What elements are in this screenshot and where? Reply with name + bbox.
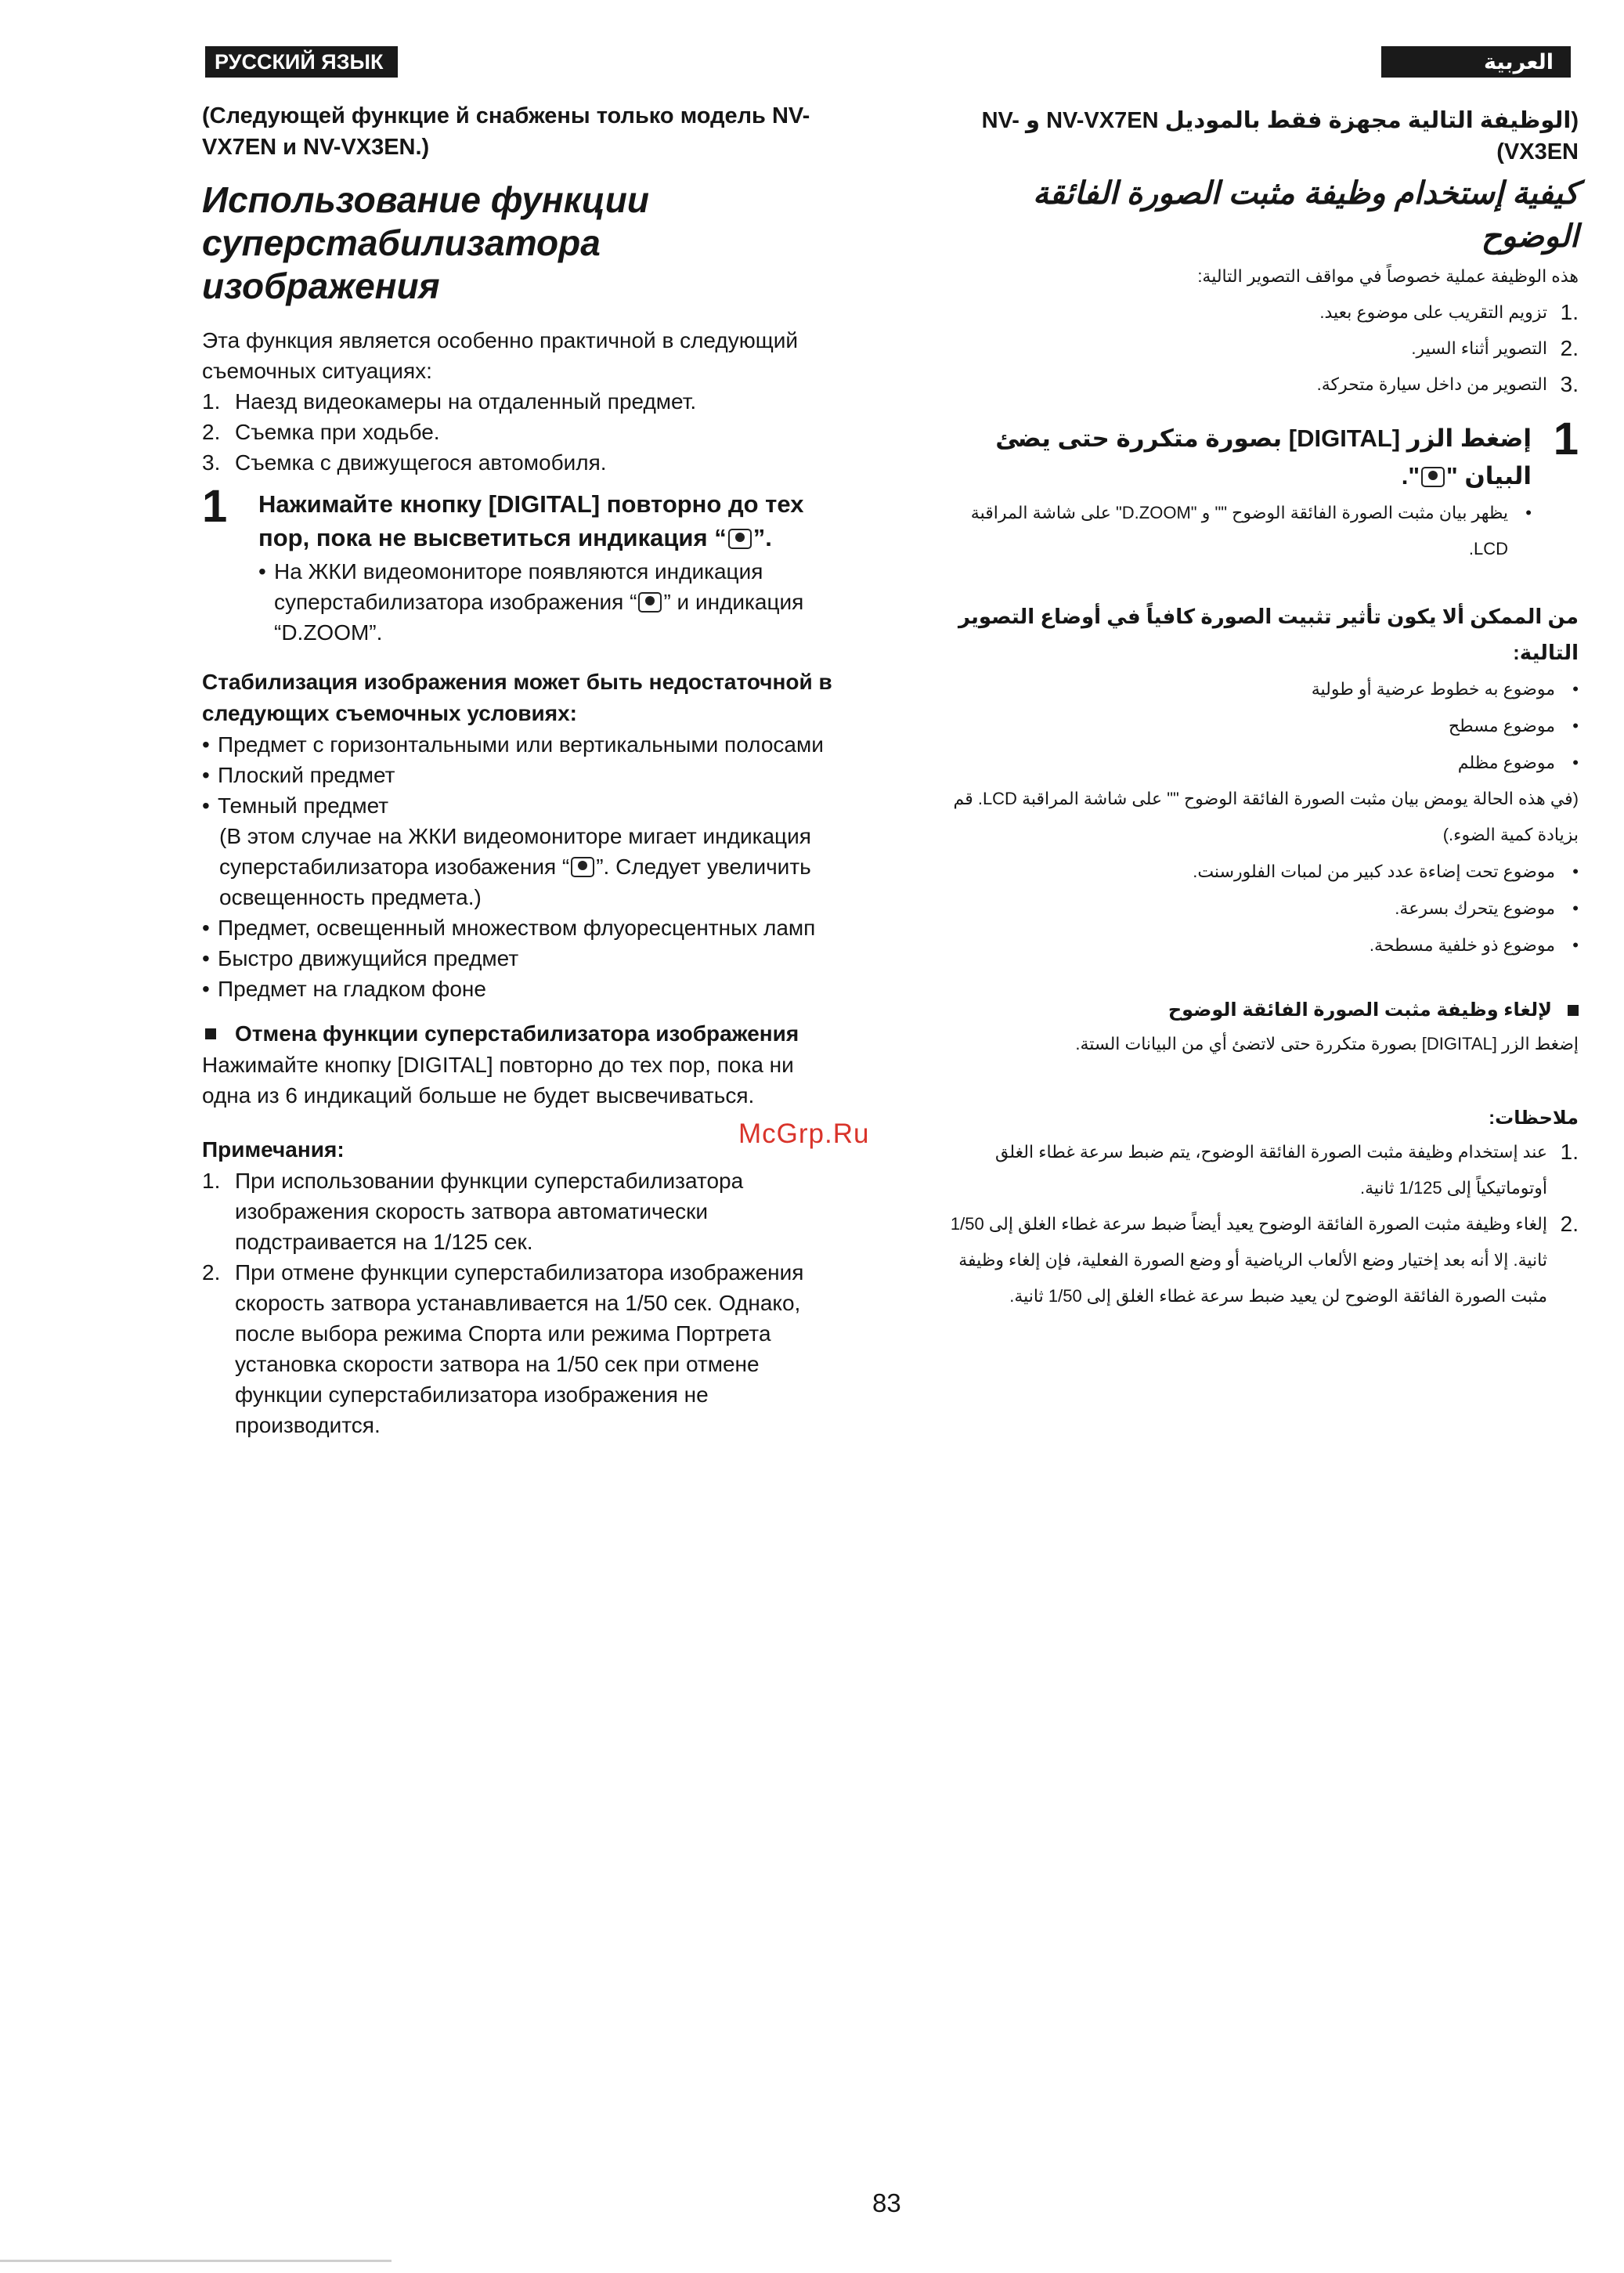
list-item: .2 إلغاء وظيفة مثبت الصورة الفائقة الوضوح يعيد أيضاً ضبط سرعة غطاء الغلق إلى 1/50 ثانية. إلا أنه بعد إختيار وضع الألعاب الرياضية أو وضع الصورة الفعلية، فإن إلغاء وظيفة مثبت الصورة الفائقة الوضوح لن يعيد ضبط سرعة غطاء الغلق إلى 1/50 ثانية. (950, 1212, 1579, 1306)
ru-cancel-heading: Отмена функции суперстабилизатора изображения (202, 1018, 844, 1050)
ru-notes-list (202, 1165, 844, 1440)
ar-notes-list (937, 1134, 1579, 1314)
square-bullet-icon (205, 1028, 216, 1039)
list-item: 1. Наезд видеокамеры на отдаленный предмет. (202, 389, 697, 414)
ar-conditions-list (937, 670, 1579, 781)
square-bullet-icon (1568, 1005, 1579, 1016)
ar-page-title: كيفية إستخدام وظيفة مثبت الصورة الفائقة الوضوح (1032, 176, 1579, 254)
list-item: 2. Съемка при ходьбе. (202, 420, 440, 444)
list-item: • Темный предмет (202, 793, 389, 818)
image-stabilizer-icon (638, 592, 662, 613)
ru-cancel-text: Нажимайте кнопку [DIGITAL] повторно до тех пор, пока ни одна из 6 индикаций больше не будет высвечиваться. (202, 1053, 794, 1108)
ru-situations-list (202, 386, 844, 478)
ar-dark-subject-note: (في هذه الحالة يومض بيان مثبت الصورة الفائقة الوضوح "" على شاشة المراقبة LCD. قم بزيادة كمية الضوء.) (953, 789, 1579, 844)
list-item: • موضوع ذو خلفية مسطحة. (1369, 935, 1579, 955)
list-item: • موضوع تحت إضاءة عدد كبير من لمبات الفلورسنت. (1193, 862, 1579, 881)
list-item: • موضوع مظلم (1457, 753, 1579, 772)
image-stabilizer-icon (571, 857, 594, 877)
ru-step-1-instruction: Нажимайте кнопку [DIGITAL] повторно до тех пор, пока не высветиться индикация “ ”. (258, 490, 804, 551)
list-item: • Предмет, освещенный множеством флуоресцентных ламп (202, 916, 816, 940)
ar-cancel-heading: لإلغاء وظيفة مثبت الصورة الفائقة الوضوح (937, 995, 1579, 1026)
list-item: 1. При использовании функции суперстабилизатора изображения скорость затвора автоматически подстраивается на 1/125 сек. (202, 1169, 744, 1254)
ru-conditions-list (202, 729, 844, 821)
step-number: 1 (1553, 414, 1579, 464)
list-item: .3 التصوير من داخل سيارة متحركة. (1316, 372, 1579, 396)
russian-column (202, 100, 844, 1440)
image-stabilizer-icon (728, 529, 752, 549)
list-item: • موضوع مسطح (1448, 716, 1579, 735)
list-item: 2. При отмене функции суперстабилизатора изображения скорость затвора устанавливается на 1/50 сек. Однако, после выбора режима Спорта или режима Портрета установка скорости затвора на 1/50 сек при отмене функции суперстабилизатора изображения не производится. (202, 1260, 804, 1437)
ru-step-1-note: • На ЖКИ видеомониторе появляются индикация суперстабилизатора изображения “ ” и индикация “D.ZOOM”. (258, 559, 804, 645)
ar-cancel-text: إضغط الزر [DIGITAL] بصورة متكررة حتى لاتضئ أي من البيانات الستة. (1075, 1034, 1579, 1053)
ar-model-note: (الوظيفة التالية مجهزة فقط بالموديل NV-VX7EN و NV-VX3EN) (981, 108, 1579, 164)
list-item: 3. Съемка с движущегося автомобиля. (202, 450, 607, 475)
page-number: 83 (872, 2188, 901, 2217)
ru-page-title: Использование функции суперстабилизатора изображения (202, 179, 649, 306)
bottom-divider (0, 2260, 392, 2262)
list-item: • Плоский предмет (202, 763, 395, 787)
ar-step-1-instruction: إضغط الزر [DIGITAL] بصورة متكررة حتى يضئ البيان "". (995, 425, 1532, 490)
ar-insufficient-heading: من الممكن ألا يكون تأثير تثبيت الصورة كافياً في أوضاع التصوير التالية: (958, 605, 1579, 664)
ru-insufficient-heading: Стабилизация изображения может быть недостаточной в следующих съемочных условиях: (202, 670, 832, 725)
ru-conditions-list-2 (202, 912, 844, 1004)
ru-step-1 (202, 481, 844, 648)
ru-intro-text: Эта функция является особенно практичной в следующий съемочных ситуациях: (202, 328, 799, 383)
ar-step-1 (937, 414, 1579, 567)
ru-dark-subject-note: (В этом случае на ЖКИ видеомониторе мигает индикация суперстабилизатора изобажения “ ”. Следует увеличить освещенность предмета.) (219, 824, 811, 909)
arabic-language-label: العربية (1381, 46, 1571, 78)
ar-step-1-note: • يظهر بيان مثبت الصورة الفائقة الوضوح "" و "D.ZOOM" على شاشة المراقبة LCD. (970, 503, 1532, 558)
ar-intro-text: هذه الوظيفة عملية خصوصاً في مواقف التصوير التالية: (1197, 266, 1579, 286)
ru-model-note: (Следующей функцие й снабжены только модель NV-VX7EN и NV-VX3EN.) (202, 103, 810, 160)
ar-situations-list (937, 295, 1579, 403)
russian-language-label: РУССКИЙ ЯЗЫК (205, 46, 398, 78)
image-stabilizer-icon (1421, 467, 1445, 487)
ar-conditions-list-2 (937, 853, 1579, 963)
step-number: 1 (202, 481, 228, 532)
list-item: • موضوع به خطوط عرضية أو طولية (1311, 679, 1579, 699)
arabic-column (937, 105, 1579, 1314)
list-item: • Быстро движущийся предмет (202, 946, 519, 970)
list-item: • Предмет с горизонтальными или вертикальными полосами (202, 732, 824, 757)
list-item: .1 عند إستخدام وظيفة مثبت الصورة الفائقة الوضوح، يتم ضبط سرعة غطاء الغلق أوتوماتيكياً إلى 1/125 ثانية. (995, 1140, 1579, 1198)
site-watermark: McGrp.Ru (738, 1118, 870, 1149)
list-item: .2 التصوير أثناء السير. (1411, 336, 1579, 360)
ar-notes-heading: ملاحظات: (1489, 1108, 1579, 1129)
list-item: • Предмет на гладком фоне (202, 977, 486, 1001)
list-item: .1 تزويم التقريب على موضوع بعيد. (1319, 300, 1579, 324)
list-item: • موضوع يتحرك بسرعة. (1395, 898, 1579, 918)
ru-notes-heading: Примечания: (202, 1137, 345, 1162)
